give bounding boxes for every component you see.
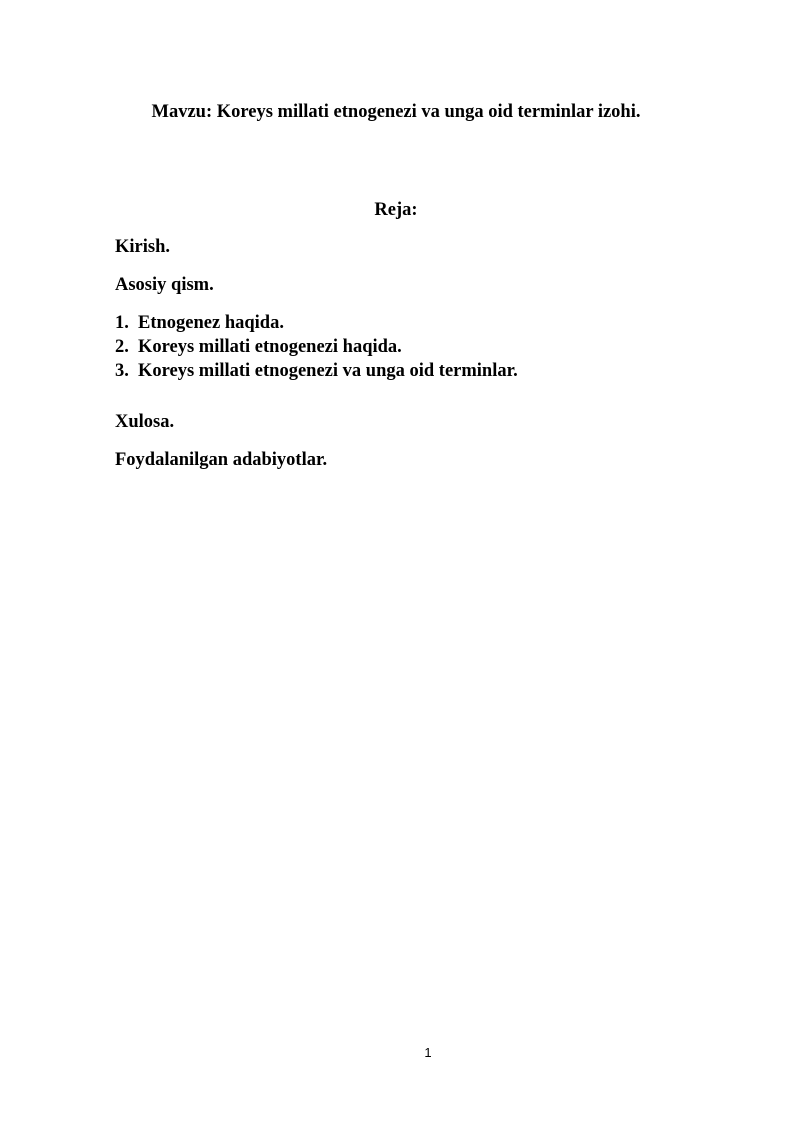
page-number: 1: [424, 1045, 432, 1060]
plan-intro: Kirish.: [115, 237, 170, 257]
list-item-text: Etnogenez haqida.: [138, 313, 284, 333]
plan-conclusion: Xulosa.: [115, 412, 175, 432]
plan-heading: Reja:: [374, 200, 418, 220]
list-item-text: Koreys millati etnogenezi va unga oid terminlar.: [138, 361, 518, 381]
list-item-number: 2.: [115, 337, 129, 357]
list-item-number: 1.: [115, 313, 129, 333]
plan-list-item: [115, 359, 518, 383]
list-item-text: Koreys millati etnogenezi haqida.: [138, 337, 402, 357]
plan-list-item: [115, 311, 284, 335]
plan-references: Foydalanilgan adabiyotlar.: [115, 450, 328, 470]
document-title: Mavzu: Koreys millati etnogenezi va unga oid terminlar izohi.: [151, 102, 641, 122]
list-item-number: 3.: [115, 361, 129, 381]
plan-list-item: [115, 335, 402, 359]
plan-main-part: Asosiy qism.: [115, 275, 214, 295]
